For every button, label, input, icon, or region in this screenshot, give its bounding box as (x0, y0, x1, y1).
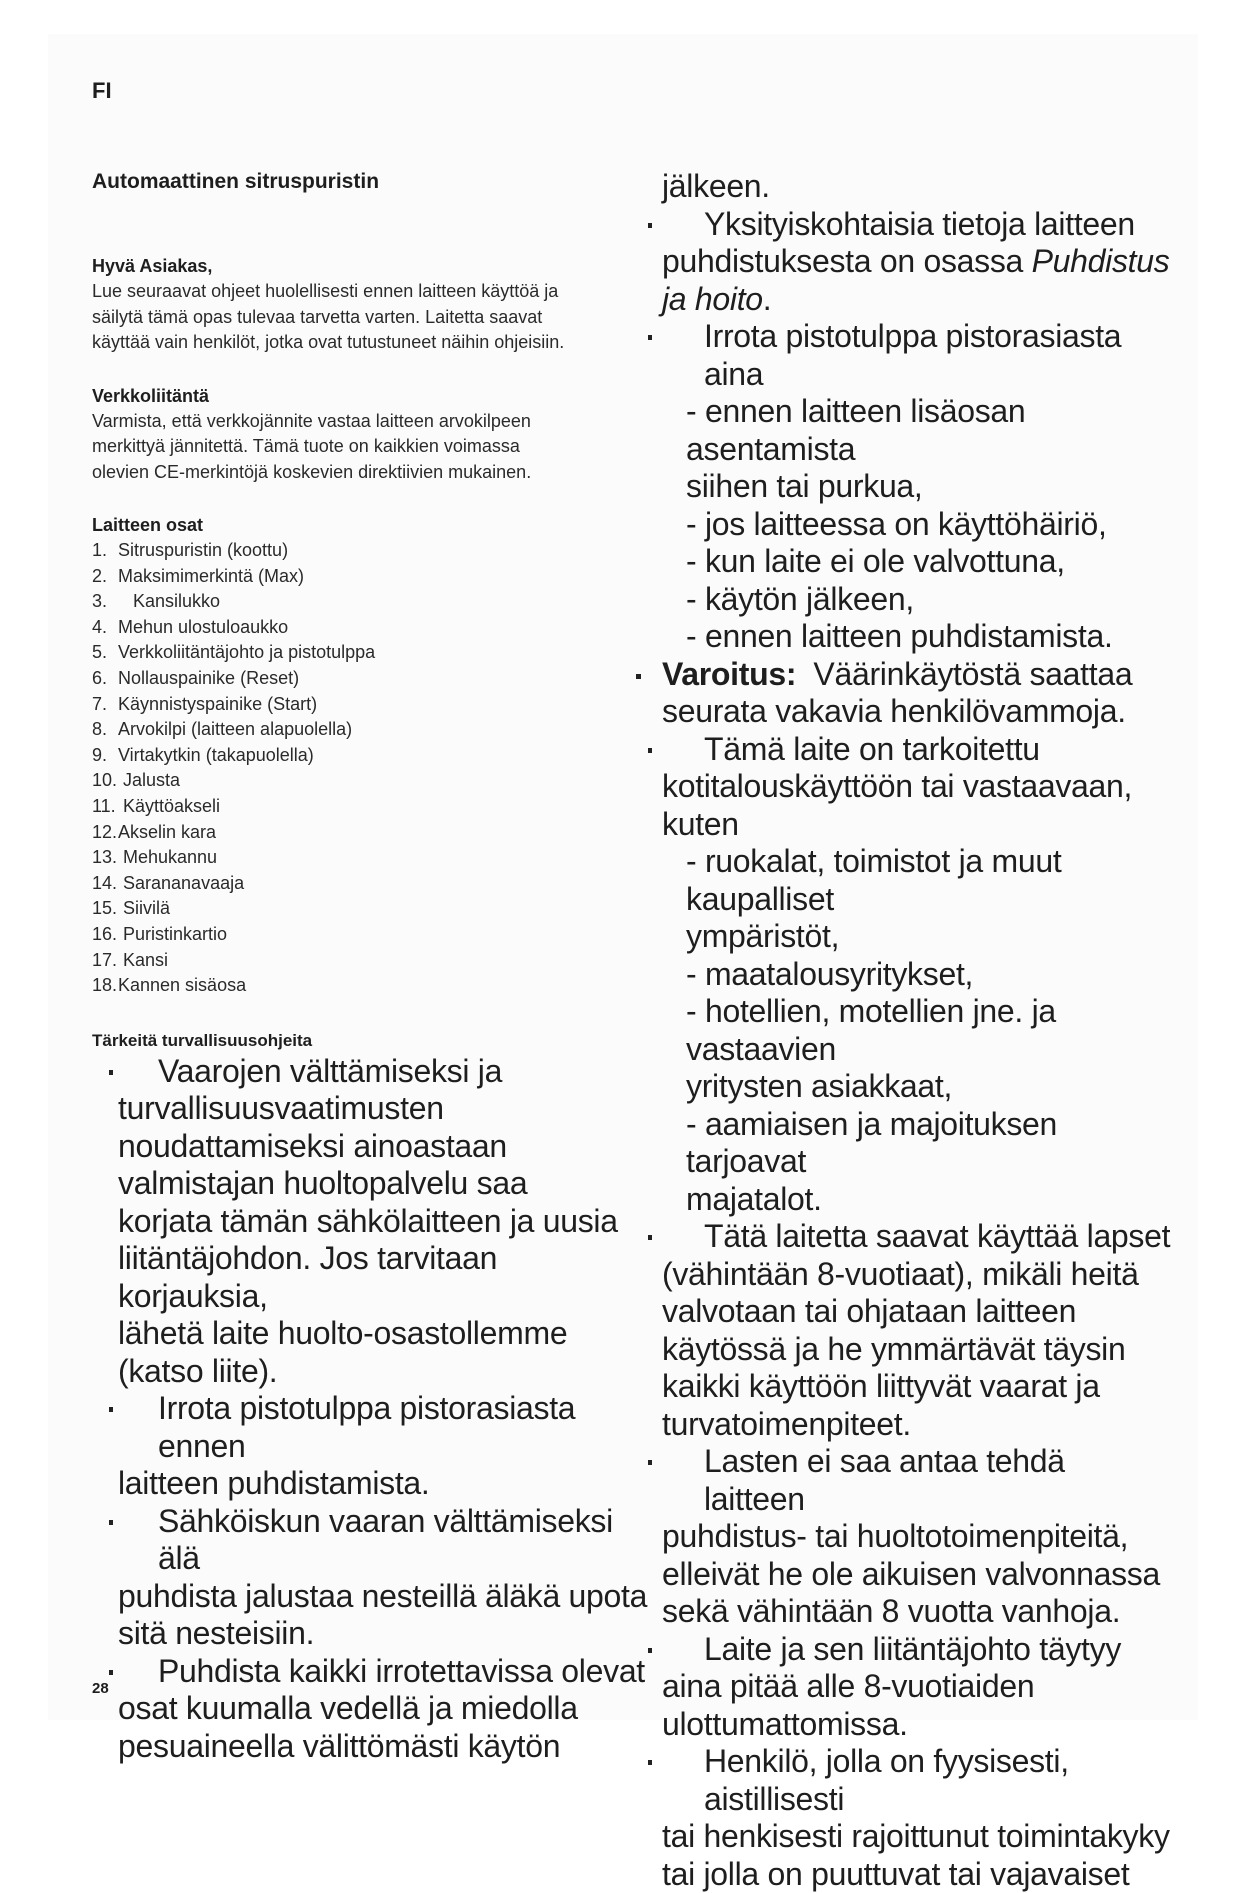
safety-item: Laite ja sen liitäntäjohto täytyy aina pitää alle 8-vuotiaiden ulottumattomissa. (652, 1631, 1172, 1744)
mains-line: olevien CE-merkintöjä koskevien direktiivien mukainen. (92, 461, 532, 482)
sub-item: - aamiaisen ja majoituksen tarjoavat (686, 1105, 1058, 1179)
part-number: 9. (92, 744, 108, 765)
bullet-icon (636, 674, 641, 679)
part-name: Kansi (118, 949, 169, 970)
part-number: 1. (92, 540, 108, 560)
part-name: Maksimimerkintä (Max) (118, 565, 305, 586)
part-number: 13. (92, 847, 118, 868)
parts-list-item (92, 896, 652, 922)
parts-list-item (92, 692, 652, 718)
part-name: Akselin kara (118, 821, 217, 842)
part-name: Jalusta (118, 770, 181, 791)
sub-item: - ennen laitteen lisäosan asentamista (686, 393, 1026, 467)
bullet-icon (648, 1760, 652, 1765)
part-name: Verkkoliitäntäjohto ja pistotulppa (118, 642, 376, 663)
continued-text: jälkeen. (662, 168, 770, 204)
part-number: 14. (92, 872, 118, 893)
part-number: 2. (92, 565, 108, 586)
sub-item: - ruokalat, toimistot ja muut kaupalliset (686, 843, 1062, 917)
safety-heading: Tärkeitä turvallisuusohjeita (92, 1030, 313, 1050)
parts-heading: Laitteen osat (92, 515, 204, 535)
page-number: 28 (92, 1680, 109, 1697)
safety-item: Irrota pistotulppa pistorasiasta ennen laitteen puhdistamista. (92, 1390, 652, 1503)
bullet-icon (648, 223, 652, 228)
part-name: Sitruspuristin (koottu) (118, 540, 289, 560)
part-name: Kansilukko (118, 591, 221, 612)
warning-item: Varoitus: Väärinkäytöstä saattaa seurata vakavia henkilövammoja. (652, 656, 1172, 731)
part-number: 6. (92, 667, 108, 688)
sub-item: siihen tai purkua, (686, 468, 923, 504)
greeting-heading: Hyvä Asiakas, (92, 256, 213, 276)
parts-list-item (92, 922, 652, 948)
part-name: Siivilä (118, 898, 171, 919)
bullet-icon (648, 1235, 652, 1240)
bullet-icon (109, 1670, 113, 1675)
bullet-icon (648, 1648, 652, 1653)
parts-list-item (92, 794, 652, 820)
parts-list-item (92, 538, 652, 564)
part-number: 11. (92, 795, 116, 816)
right-column (652, 168, 1172, 1893)
part-name: Käyttöakseli (118, 795, 221, 816)
safety-item: Yksityiskohtaisia tietoja laitteen puhdistuksesta on osassa Puhdistus ja hoito. (652, 206, 1172, 319)
sub-item: yritysten asiakkaat, (686, 1068, 953, 1104)
parts-list-item (92, 564, 652, 590)
part-number: 12. (92, 821, 118, 842)
mains-heading: Verkkoliitäntä (92, 385, 210, 406)
parts-list-item (92, 768, 652, 794)
sub-item: - kun laite ei ole valvottuna, (686, 543, 1065, 579)
part-number: 8. (92, 719, 108, 740)
bullet-icon (109, 1520, 113, 1525)
part-number: 16. (92, 923, 118, 944)
parts-section (92, 513, 652, 999)
parts-list (92, 538, 652, 999)
greeting-line: Lue seuraavat ohjeet huolellisesti ennen laitteen käyttöä ja (92, 281, 559, 301)
safety-item: Lasten ei saa antaa tehdä laitteen puhdistus- tai huoltotoimenpiteitä, elleivät he ole aikuisen valvonnassa sekä vähintään 8 vuotta vanhoja. (652, 1443, 1172, 1631)
section-reference: ja hoito (662, 280, 763, 317)
bullet-icon (109, 1070, 113, 1075)
safety-item: Sähköiskun vaaran välttämiseksi älä puhdista jalustaa nesteillä äläkä upota sitä nesteisiin. (92, 1503, 652, 1653)
part-number: 17. (92, 949, 118, 970)
mains-line: merkittyä jännitettä. Tämä tuote on kaikkien voimassa (92, 436, 520, 456)
parts-list-item (92, 666, 652, 692)
greeting-line: säilytä tämä opas tulevaa tarvetta varten. Laitetta saavat (92, 306, 543, 327)
part-name: Mehun ulostuloaukko (118, 616, 289, 637)
part-number: 3. (92, 591, 108, 612)
safety-item: Tämä laite on tarkoitettu kotitalouskäyttöön tai vastaavaan, kuten - ruokalat, toimistot ja muut kaupalliset ympäristöt, - maatalousyritykset, - hotellien, motellien jne. ja vastaavien yritysten asiakkaat, - aamiaisen ja majoituksen tarjoavat majatalot. (652, 731, 1172, 1219)
sub-item: - käytön jälkeen, (686, 580, 914, 617)
sub-item: - jos laitteessa on käyttöhäiriö, (686, 505, 1107, 542)
safety-item: Henkilö, jolla on fyysisesti, aistillisesti tai henkisesti rajoittunut toimintakyky tai jolla on puuttuvat tai vajavaiset (652, 1743, 1172, 1893)
parts-list-item (92, 973, 652, 999)
warning-label: Varoitus: (662, 655, 797, 692)
part-name: Sarananavaaja (118, 872, 245, 893)
mains-line: Varmista, että verkkojännite vastaa laitteen arvokilpeen (92, 410, 531, 431)
part-name: Mehukannu (118, 847, 218, 868)
sub-item: - hotellien, motellien jne. ja vastaavien (686, 993, 1056, 1067)
parts-list-item (92, 589, 652, 615)
part-name: Puristinkartio (118, 923, 228, 944)
mains-section (92, 384, 652, 486)
left-column (92, 170, 652, 1765)
part-name: Käynnistyspainike (Start) (118, 693, 318, 714)
parts-list-item (92, 717, 652, 743)
part-number: 5. (92, 642, 108, 663)
part-number: 7. (92, 693, 108, 714)
sub-item: majatalot. (686, 1180, 822, 1217)
part-number: 18. (92, 975, 118, 996)
safety-item: Vaarojen välttämiseksi ja turvallisuusvaatimusten noudattamiseksi ainoastaan valmistajan huoltopalvelu saa korjata tämän sähkölaitteen ja uusia liitäntäjohdon. Jos tarvitaan korjauksia, lähetä laite huolto-osastollemme (katso liite). (92, 1053, 652, 1391)
bullet-icon (109, 1407, 113, 1412)
parts-list-item (92, 743, 652, 769)
section-reference: Puhdistus (1031, 243, 1170, 279)
language-code: FI (92, 78, 112, 103)
parts-list-item (92, 820, 652, 846)
greeting-section (92, 254, 652, 356)
part-name: Kannen sisäosa (118, 975, 247, 996)
sub-item: - ennen laitteen puhdistamista. (686, 618, 1113, 654)
part-name: Nollauspainike (Reset) (118, 667, 300, 688)
parts-list-item (92, 615, 652, 641)
sub-item: ympäristöt, (686, 918, 840, 954)
part-name: Virtakytkin (takapuolella) (118, 744, 314, 765)
safety-item: Irrota pistotulppa pistorasiasta aina - ennen laitteen lisäosan asentamista siihen tai purkua, - jos laitteessa on käyttöhäiriö, - kun laite ei ole valvottuna, - käytön jälkeen, - ennen laitteen puhdistamista. (652, 318, 1172, 656)
sub-item: - maatalousyritykset, (686, 955, 974, 992)
safety-item: Tätä laitetta saavat käyttää lapset (vähintään 8-vuotiaat), mikäli heitä valvotaan tai ohjataan laitteen käytössä ja he ymmärtävät täysin kaikki käyttöön liittyvät vaarat ja turvatoimenpiteet. (652, 1218, 1172, 1443)
part-number: 4. (92, 616, 108, 637)
parts-list-item (92, 845, 652, 871)
bullet-icon (648, 1460, 652, 1465)
safety-item: Puhdista kaikki irrotettavissa olevat osat kuumalla vedellä ja miedolla pesuaineella välittömästi käytön (92, 1653, 652, 1766)
part-number: 15. (92, 898, 118, 919)
bullet-icon (648, 335, 652, 340)
greeting-line: käyttää vain henkilöt, jotka ovat tutustuneet näihin ohjeisiin. (92, 332, 565, 352)
parts-list-item (92, 640, 652, 666)
safety-instructions (92, 1053, 652, 1766)
document-title: Automaattinen sitruspuristin (92, 170, 380, 193)
part-number: 10. (92, 770, 118, 791)
parts-list-item (92, 948, 652, 974)
parts-list-item (92, 871, 652, 897)
part-name: Arvokilpi (laitteen alapuolella) (118, 719, 353, 740)
bullet-icon (648, 748, 652, 753)
